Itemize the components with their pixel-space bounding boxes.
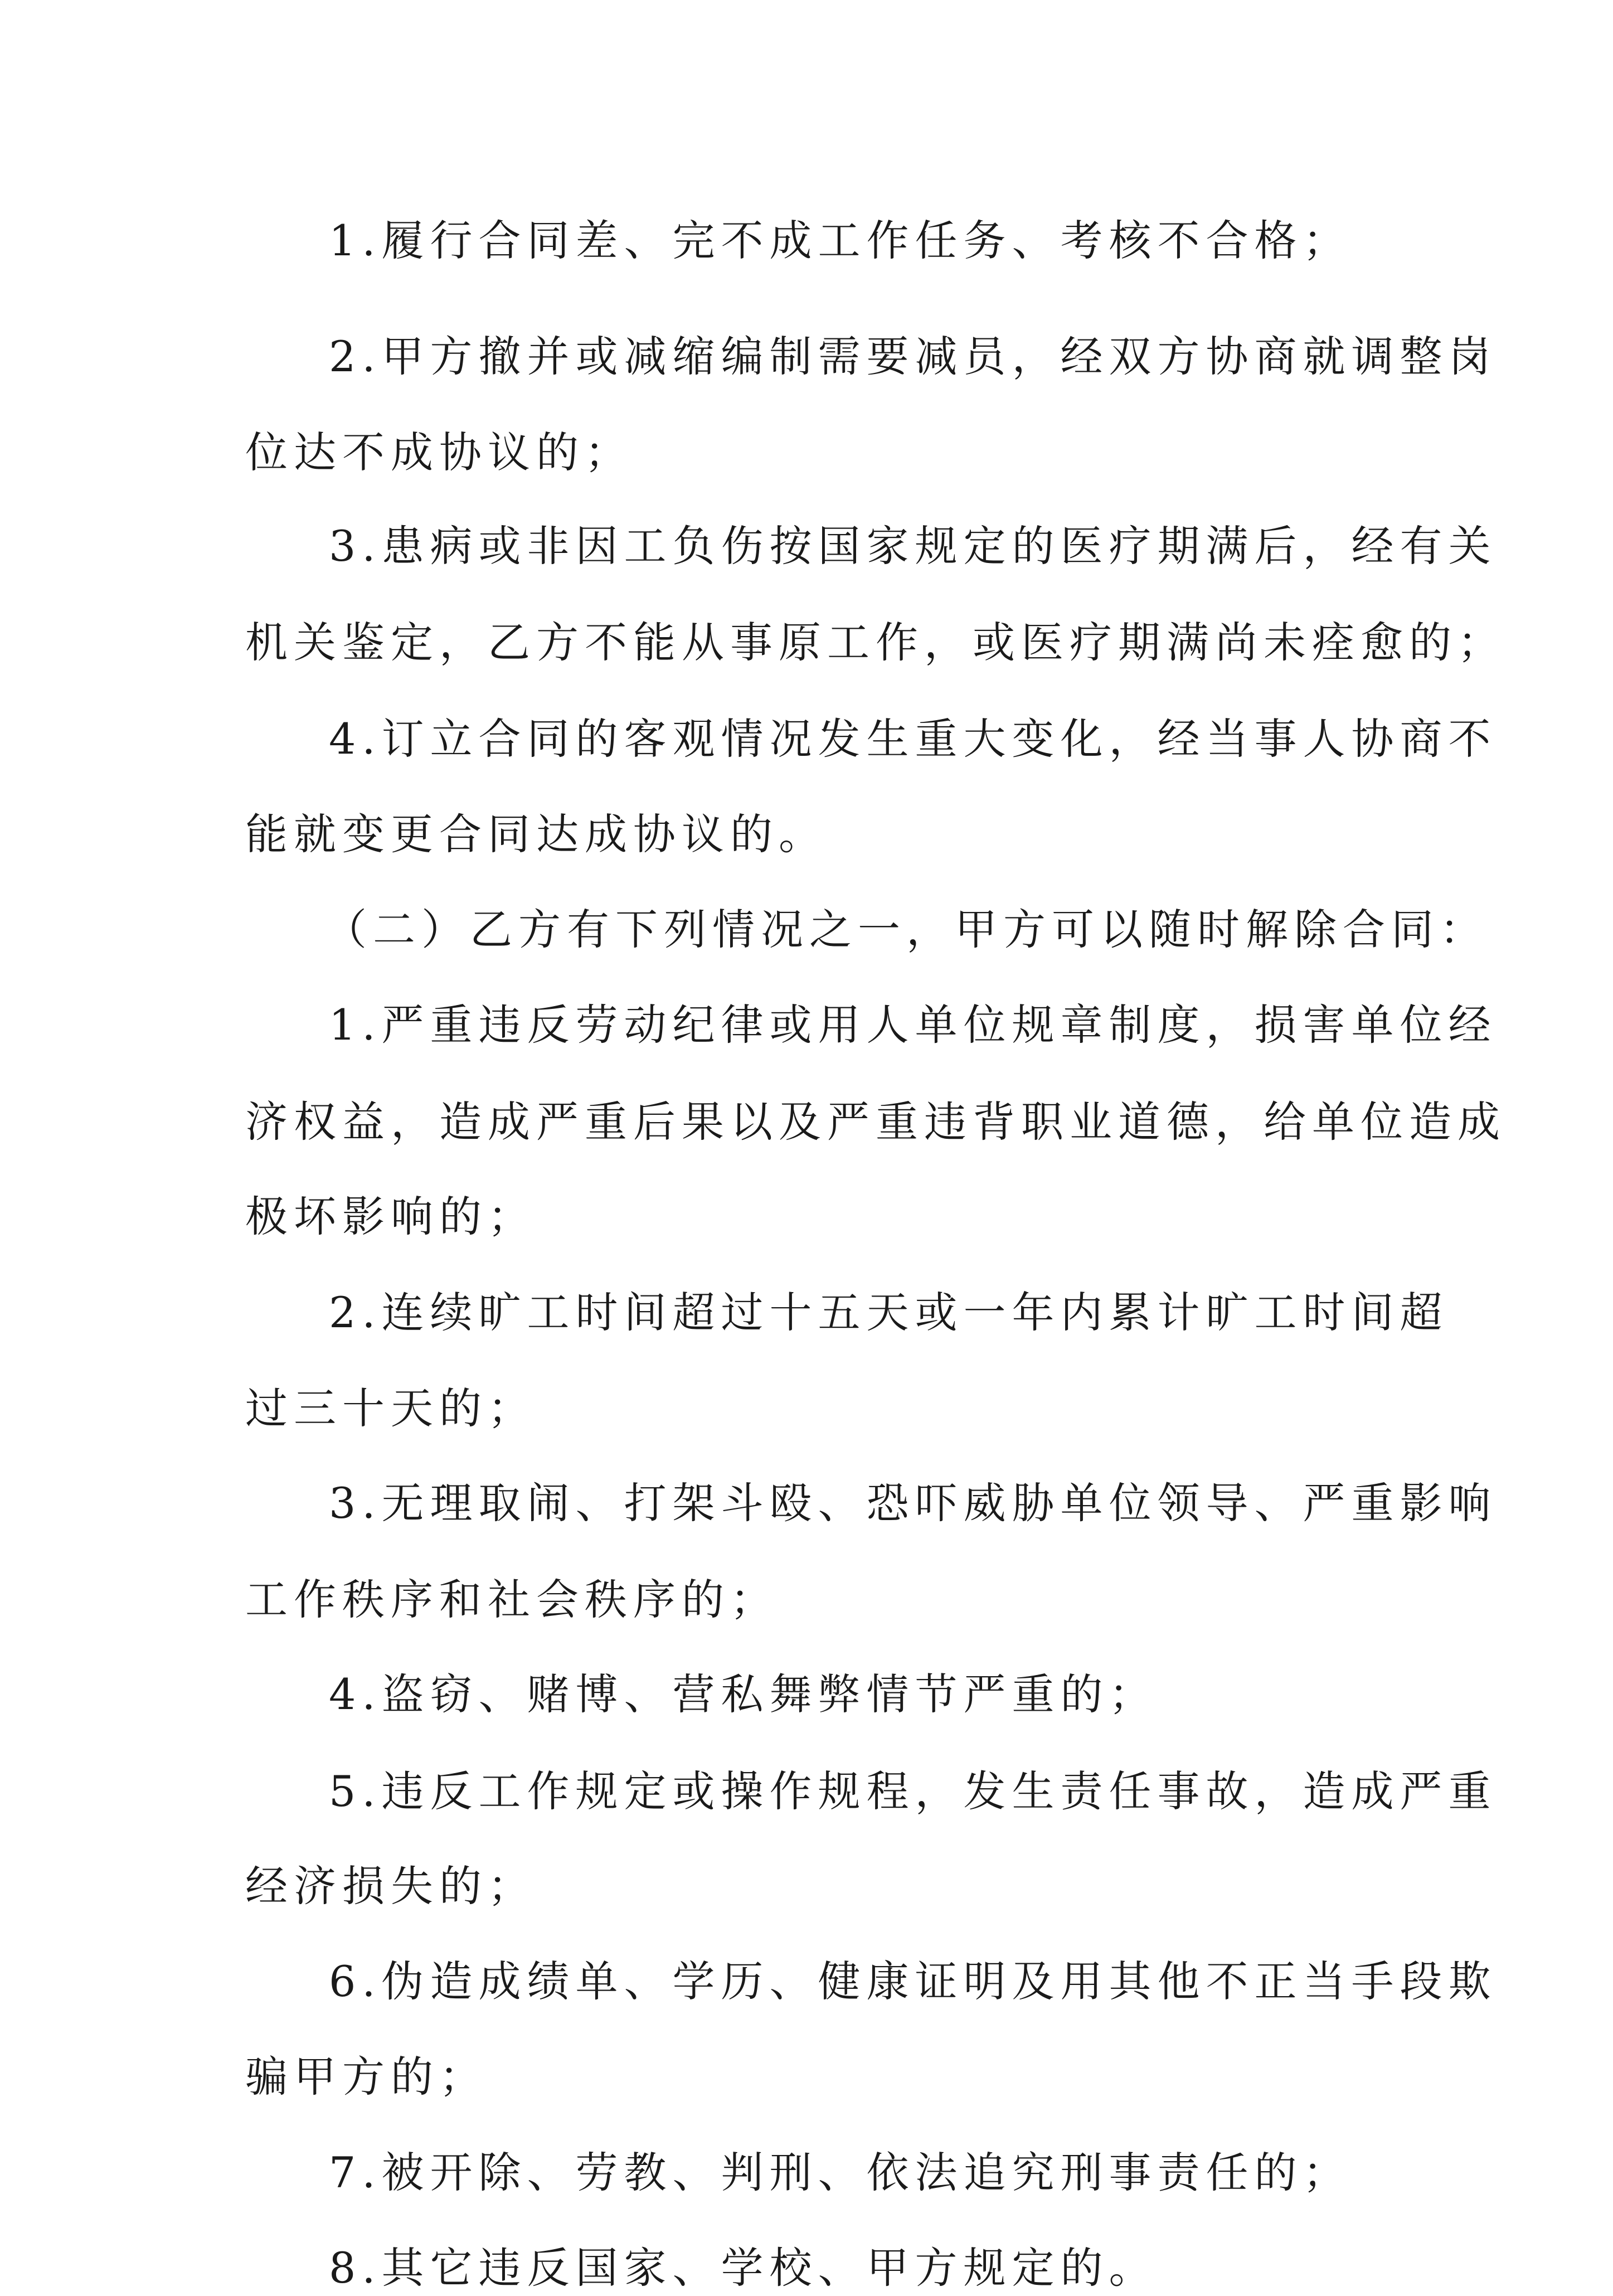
text-line: 1.履行合同差、完不成工作任务、考核不合格； <box>329 216 1352 265</box>
text-line: 4.订立合同的客观情况发生重大变化，经当事人协商不 <box>329 714 1497 764</box>
text-line: 2.连续旷工时间超过十五天或一年内累计旷工时间超 <box>329 1288 1449 1337</box>
text-line: 位达不成协议的； <box>245 428 633 477</box>
text-line: 3.无理取闹、打架斗殴、恐吓威胁单位领导、严重影响 <box>329 1478 1497 1528</box>
text-line: 能就变更合同达成协议的。 <box>245 809 827 859</box>
text-line: 工作秩序和社会秩序的； <box>245 1575 779 1624</box>
text-line: 8.其它违反国家、学校、甲方规定的。 <box>329 2243 1158 2293</box>
text-line: 济权益，造成严重后果以及严重违背职业道德，给单位造成 <box>245 1097 1506 1147</box>
text-line: 4.盗窃、赌博、营私舞弊情节严重的； <box>329 1669 1158 1719</box>
text-line: 经济损失的； <box>245 1861 536 1911</box>
text-line: 极坏影响的； <box>245 1192 536 1241</box>
text-line: 过三十天的； <box>245 1384 536 1433</box>
text-line: 1.严重违反劳动纪律或用人单位规章制度，损害单位经 <box>329 1000 1497 1050</box>
text-line: 6.伪造成绩单、学历、健康证明及用其他不正当手段欺 <box>329 1957 1497 2006</box>
text-line: 骗甲方的； <box>245 2052 488 2101</box>
section-heading: （二）乙方有下列情况之一，甲方可以随时解除合同： <box>324 905 1488 954</box>
text-line: 7.被开除、劳教、判刑、依法追究刑事责任的； <box>329 2148 1352 2197</box>
text-line: 机关鉴定，乙方不能从事原工作，或医疗期满尚未痊愈的； <box>245 618 1506 667</box>
text-line: 5.违反工作规定或操作规程，发生责任事故，造成严重 <box>329 1766 1497 1816</box>
text-line: 2.甲方撤并或减缩编制需要减员，经双方协商就调整岗 <box>329 332 1497 381</box>
text-line: 3.患病或非因工负伤按国家规定的医疗期满后，经有关 <box>329 521 1497 571</box>
